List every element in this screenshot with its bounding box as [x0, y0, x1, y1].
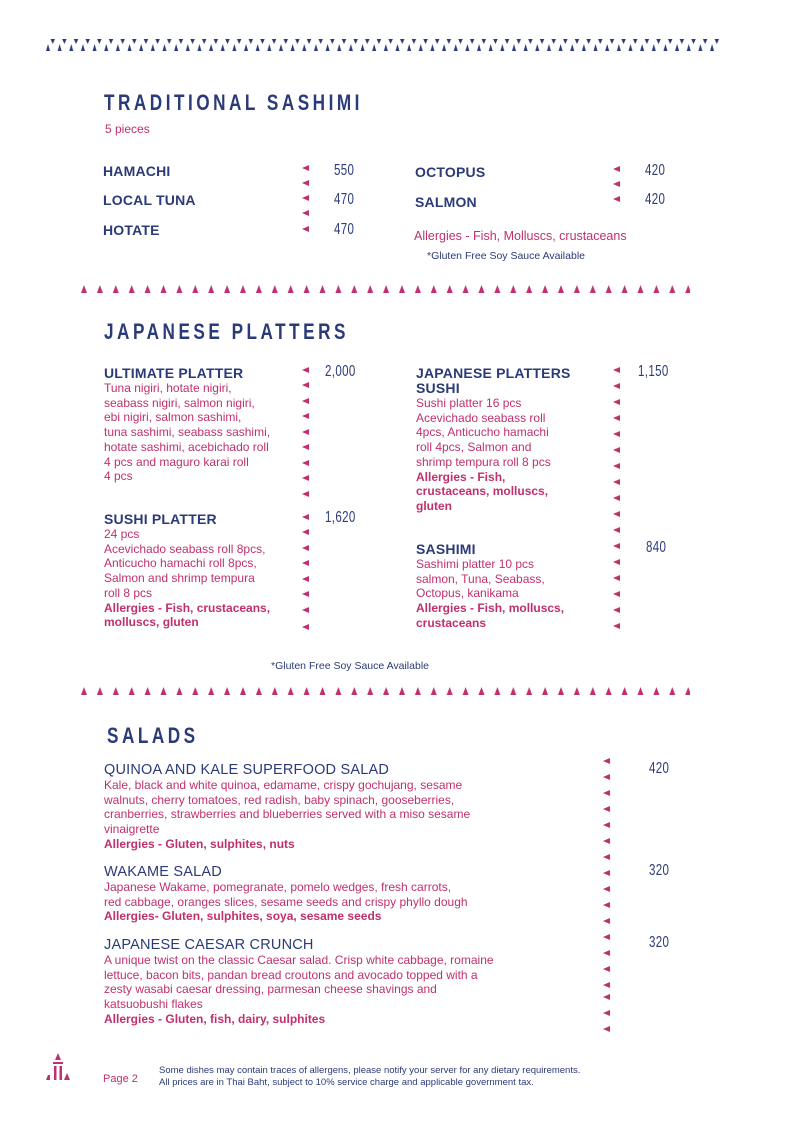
menu-item-sashimi-platter: SASHIMI: [416, 541, 476, 557]
menu-item-local-tuna: LOCAL TUNA: [103, 192, 196, 208]
arrow-leader-column: [302, 165, 314, 240]
allergy-line: crustaceans: [416, 615, 487, 630]
desc-line: cranberries, strawberries and blueberries served with a miso sesame: [104, 807, 471, 822]
section-divider: [80, 686, 690, 696]
footer-line: All prices are in Thai Baht, subject to 10% service charge and applicable government tax.: [159, 1077, 534, 1088]
section-title-salads: SALADS: [107, 723, 199, 748]
sushi-platter-description: [104, 527, 270, 630]
arrow-leader-column: [603, 758, 615, 1033]
menu-item-wakame-salad: WAKAME SALAD: [104, 864, 222, 880]
price-wakame-salad: 320: [649, 862, 670, 879]
allergy-line: crustaceans, molluscs,: [416, 484, 549, 499]
allergy-line: Allergies - Gluten, sulphites, nuts: [104, 836, 295, 851]
desc-line: Acevichado seabass roll 8pcs,: [104, 541, 266, 556]
desc-line: hotate sashimi, acebichado roll: [104, 439, 269, 454]
desc-line: 4pcs, Anticucho hamachi: [416, 425, 549, 440]
item-name-line: SUSHI: [416, 380, 460, 396]
desc-line: A unique twist on the classic Caesar salad. Crisp white cabbage, romaine: [104, 953, 494, 967]
allergy-line: Allergies - Fish, molluscs,: [416, 601, 565, 616]
arrow-icon: [302, 180, 309, 186]
menu-item-ultimate-platter: ULTIMATE PLATTER: [104, 365, 244, 381]
desc-line: roll 4pcs, Salmon and: [416, 440, 532, 455]
desc-line: 4 pcs and maguro karai roll: [104, 454, 249, 469]
arrow-icon: [302, 165, 309, 171]
menu-item-octopus: OCTOPUS: [415, 164, 486, 180]
arrow-icon: [302, 195, 309, 201]
desc-line: Sashimi platter 10 pcs: [416, 557, 535, 571]
desc-line: Salmon and shrimp tempura: [104, 571, 255, 586]
allergy-line: Allergies - Fish,: [416, 469, 506, 484]
allergy-line: Allergies - Gluten, fish, dairy, sulphites: [104, 1011, 326, 1026]
price-octopus: 420: [645, 162, 666, 179]
desc-line: lettuce, bacon bits, pandan bread croutons and avocado topped with a: [104, 967, 478, 982]
allergy-line: molluscs, gluten: [104, 615, 199, 630]
menu-item-quinoa-kale-salad: QUINOA AND KALE SUPERFOOD SALAD: [104, 762, 389, 778]
arrow-leader-column: [613, 166, 625, 206]
price-local-tuna: 470: [334, 191, 355, 208]
platters-gluten-note: *Gluten Free Soy Sauce Available: [271, 660, 429, 672]
desc-line: red cabbage, oranges slices, sesame seeds and crispy phyllo dough: [104, 894, 468, 909]
section-divider: [80, 284, 690, 294]
menu-item-sushi-platter: SUSHI PLATTER: [104, 511, 217, 527]
allergy-line: gluten: [416, 498, 452, 513]
price-quinoa-salad: 420: [649, 760, 670, 777]
desc-line: Tuna nigiri, hotate nigiri,: [104, 381, 232, 395]
allergy-line: Allergies- Gluten, sulphites, soya, sesame seeds: [104, 909, 382, 924]
arrow-leader-column: [302, 367, 314, 632]
desc-line: tuna sashimi, seabass sashimi,: [104, 425, 271, 440]
allergy-line: Allergies - Fish, crustaceans,: [104, 600, 271, 615]
sashimi-allergies: Allergies - Fish, Molluscs, crustaceans: [414, 229, 627, 243]
menu-item-hotate: HOTATE: [103, 222, 160, 238]
desc-line: walnuts, cherry tomatoes, red radish, baby spinach, gooseberries,: [104, 792, 455, 807]
desc-line: salmon, Tuna, Seabass,: [416, 571, 545, 586]
desc-line: Sushi platter 16 pcs: [416, 396, 522, 410]
desc-line: Octopus, kanikama: [416, 586, 519, 601]
arrow-icon: [302, 226, 309, 232]
arrow-leader-column: [613, 367, 625, 632]
section-title-sashimi: TRADITIONAL SASHIMI: [104, 90, 363, 115]
menu-item-japanese-platters-sushi: [416, 366, 571, 396]
arrow-icon: [613, 196, 620, 202]
price-caesar-salad: 320: [649, 934, 670, 951]
desc-line: ebi nigiri, salmon sashimi,: [104, 410, 242, 425]
price-ultimate-platter: 2,000: [325, 363, 356, 380]
desc-line: seabass nigiri, salmon nigiri,: [104, 395, 255, 410]
sashimi-platter-description: [416, 557, 564, 631]
price-salmon: 420: [645, 191, 666, 208]
menu-item-hamachi: HAMACHI: [103, 163, 171, 179]
price-hamachi: 550: [334, 162, 355, 179]
footer-line: Some dishes may contain traces of allergens, please notify your server for any dietary requirements.: [159, 1065, 581, 1076]
desc-line: roll 8 pcs: [104, 585, 153, 600]
caesar-salad-description: [104, 953, 494, 1027]
desc-line: 4 pcs: [104, 469, 133, 484]
top-border-pattern: [44, 38, 720, 52]
price-hotate: 470: [334, 221, 355, 238]
desc-line: shrimp tempura roll 8 pcs: [416, 454, 551, 469]
arrow-icon: [613, 166, 620, 172]
desc-line: vinaigrette: [104, 822, 160, 837]
desc-line: Acevichado seabass roll: [416, 410, 546, 425]
price-sushi-platter: 1,620: [325, 509, 356, 526]
desc-line: zesty wasabi caesar dressing, parmesan cheese shavings and: [104, 982, 437, 997]
temple-logo-icon: [45, 1053, 71, 1083]
price-japanese-platters-sushi: 1,150: [638, 363, 669, 380]
arrow-icon: [613, 181, 620, 187]
desc-line: katsuobushi flakes: [104, 997, 203, 1012]
section-title-platters: JAPANESE PLATTERS: [104, 319, 349, 344]
desc-line: 24 pcs: [104, 527, 140, 541]
desc-line: Japanese Wakame, pomegranate, pomelo wedges, fresh carrots,: [104, 880, 452, 894]
wakame-salad-description: [104, 880, 468, 924]
price-sashimi-platter: 840: [646, 539, 667, 556]
sashimi-subtitle: 5 pieces: [105, 122, 150, 136]
item-name-line: JAPANESE PLATTERS: [416, 365, 571, 381]
sashimi-gluten-note: *Gluten Free Soy Sauce Available: [427, 250, 585, 262]
menu-item-japanese-caesar-crunch: JAPANESE CAESAR CRUNCH: [104, 937, 314, 953]
menu-item-salmon: SALMON: [415, 194, 477, 210]
ultimate-platter-description: [104, 381, 270, 484]
quinoa-salad-description: [104, 778, 470, 852]
desc-line: Anticucho hamachi roll 8pcs,: [104, 556, 257, 571]
page-number: Page 2: [103, 1073, 138, 1085]
japanese-platters-sushi-description: [416, 396, 551, 514]
footer-disclaimer: [159, 1065, 580, 1089]
desc-line: Kale, black and white quinoa, edamame, crispy gochujang, sesame: [104, 778, 463, 792]
arrow-icon: [302, 210, 309, 216]
